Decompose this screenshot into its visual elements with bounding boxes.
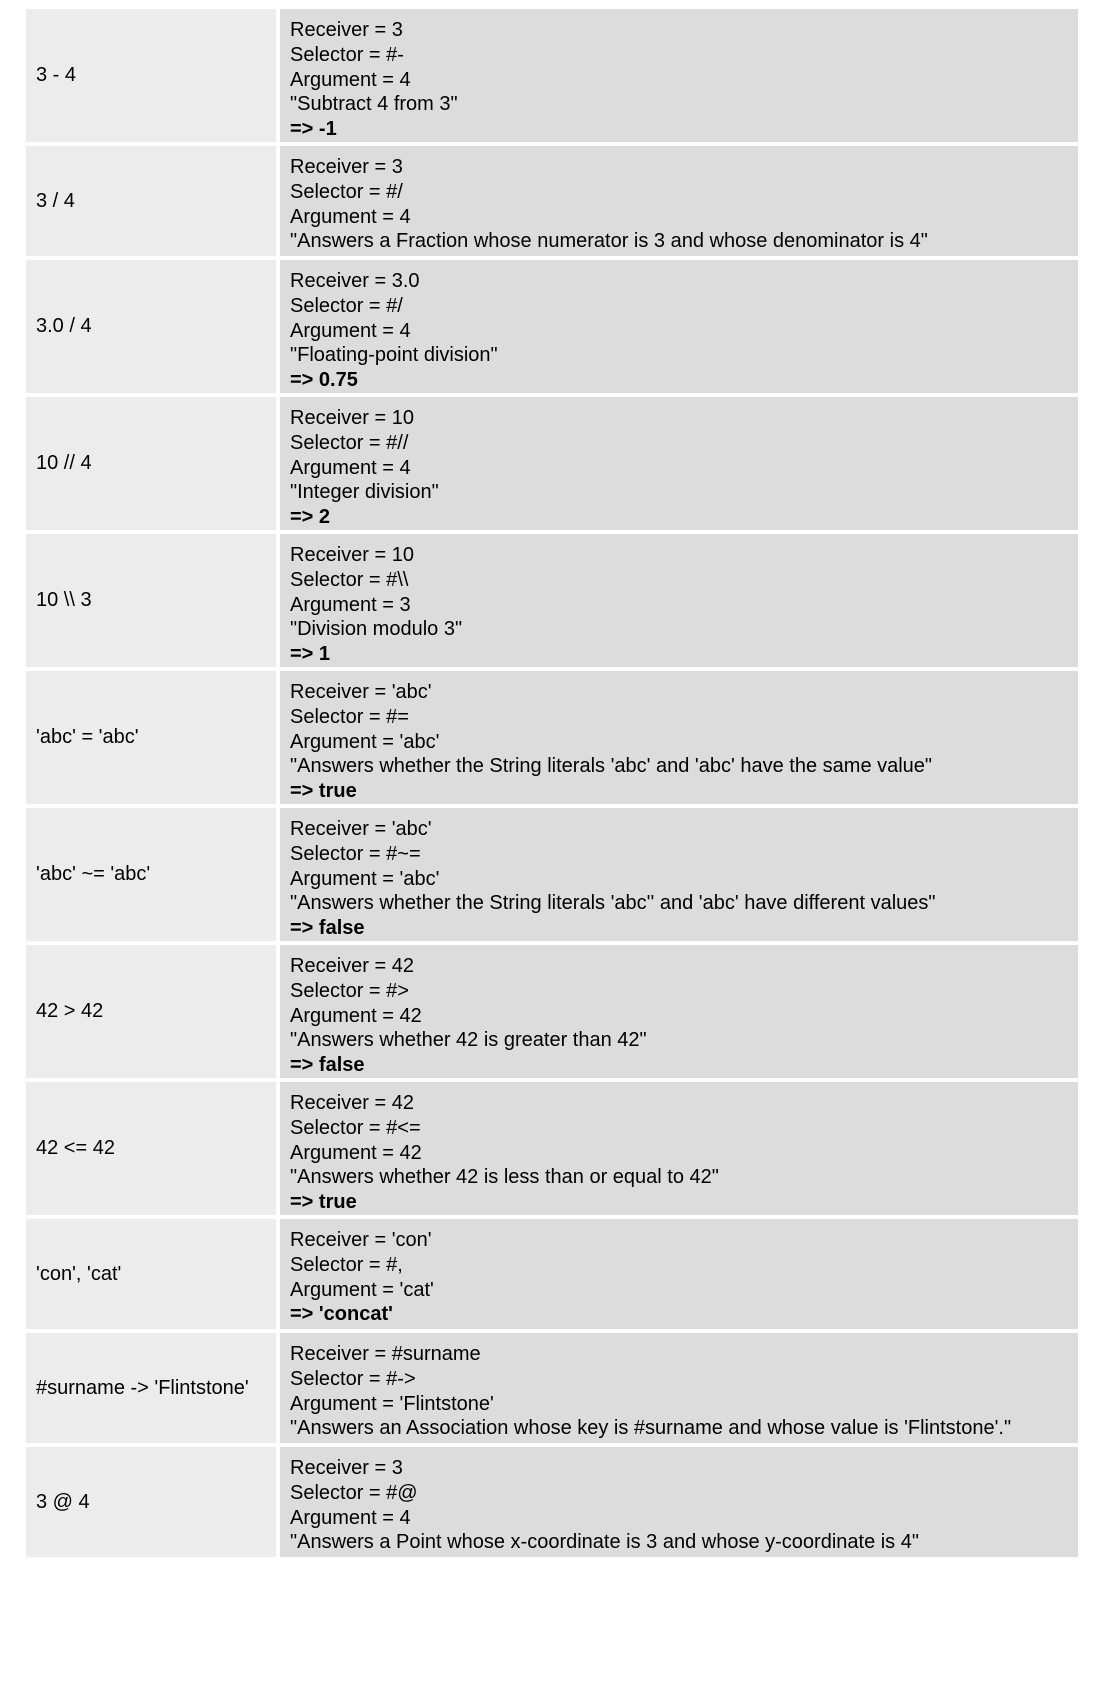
result-line: => -1	[290, 118, 337, 141]
description-cell	[280, 1333, 1078, 1443]
expression-text: 42 <= 42	[36, 1137, 115, 1160]
expression-text: 42 > 42	[36, 1000, 104, 1023]
expression-cell	[26, 397, 276, 530]
selector-line: Selector = #@	[290, 1481, 418, 1504]
expression-cell	[26, 260, 276, 393]
result-line: => 'concat'	[290, 1303, 393, 1326]
expression-cell	[26, 945, 276, 1078]
expression-text: 'abc' ~= 'abc'	[36, 863, 151, 886]
description-cell	[280, 808, 1078, 941]
description-cell	[280, 1219, 1078, 1329]
comment-line: "Answers a Fraction whose numerator is 3 and whose denominator is 4"	[290, 230, 928, 253]
expression-cell	[26, 1219, 276, 1329]
result-line: => true	[290, 780, 357, 803]
expression-text: 10 // 4	[36, 452, 92, 475]
expression-text: 3 / 4	[36, 189, 75, 212]
message-examples-table	[26, 9, 1078, 1557]
comment-line: "Answers whether 42 is less than or equal to 42"	[290, 1166, 719, 1189]
result-line: => false	[290, 1054, 365, 1077]
expression-text: 10 \\ 3	[36, 589, 92, 612]
selector-line: Selector = #/	[290, 180, 403, 203]
selector-line: Selector = #,	[290, 1253, 403, 1276]
expression-cell	[26, 671, 276, 804]
expression-cell	[26, 1082, 276, 1215]
description-cell	[280, 397, 1078, 530]
comment-line: "Integer division"	[290, 481, 439, 504]
argument-line: Argument = 4	[290, 205, 411, 228]
argument-line: Argument = 3	[290, 593, 411, 616]
expression-text: 3 - 4	[36, 64, 77, 87]
argument-line: Argument = 4	[290, 456, 411, 479]
description-cell	[280, 945, 1078, 1078]
argument-line: Argument = 42	[290, 1141, 422, 1164]
result-line: => false	[290, 917, 365, 940]
receiver-line: Receiver = 'con'	[290, 1229, 432, 1251]
selector-line: Selector = #//	[290, 431, 409, 454]
receiver-line: Receiver = #surname	[290, 1343, 481, 1365]
receiver-line: Receiver = 3	[290, 1457, 403, 1479]
comment-line: "Answers an Association whose key is #surname and whose value is 'Flintstone'."	[290, 1417, 1012, 1440]
argument-line: Argument = 'abc'	[290, 867, 440, 890]
comment-line: "Floating-point division"	[290, 344, 498, 367]
argument-line: Argument = 'Flintstone'	[290, 1392, 494, 1415]
description-cell	[280, 146, 1078, 256]
expression-cell	[26, 146, 276, 256]
description-cell	[280, 671, 1078, 804]
argument-line: Argument = 4	[290, 68, 411, 91]
result-line: => 2	[290, 506, 331, 529]
selector-line: Selector = #-	[290, 43, 404, 66]
receiver-line: Receiver = 3.0	[290, 270, 420, 292]
expression-text: 'abc' = 'abc'	[36, 726, 139, 749]
result-line: => 1	[290, 643, 331, 666]
argument-line: Argument = 4	[290, 319, 411, 342]
argument-line: Argument = 42	[290, 1004, 422, 1027]
expression-text: 3.0 / 4	[36, 315, 92, 338]
argument-line: Argument = 'abc'	[290, 730, 440, 753]
selector-line: Selector = #~=	[290, 842, 421, 865]
expression-cell	[26, 1333, 276, 1443]
argument-line: Argument = 4	[290, 1506, 411, 1529]
description-cell	[280, 1082, 1078, 1215]
comment-line: "Answers whether the String literals 'abc'' and 'abc' have different values"	[290, 892, 936, 915]
receiver-line: Receiver = 'abc'	[290, 818, 432, 840]
comment-line: "Subtract 4 from 3"	[290, 93, 458, 116]
description-cell	[280, 1447, 1078, 1557]
comment-line: "Answers whether the String literals 'abc' and 'abc' have the same value"	[290, 755, 933, 778]
expression-text: #surname -> 'Flintstone'	[36, 1376, 249, 1399]
selector-line: Selector = #->	[290, 1367, 416, 1390]
selector-line: Selector = #=	[290, 705, 409, 728]
comment-line: "Division modulo 3"	[290, 618, 463, 641]
expression-text: 'con', 'cat'	[36, 1262, 122, 1285]
expression-text: 3 @ 4	[36, 1490, 90, 1513]
description-cell	[280, 9, 1078, 142]
description-cell	[280, 534, 1078, 667]
receiver-line: Receiver = 3	[290, 156, 403, 178]
expression-cell	[26, 808, 276, 941]
result-line: => true	[290, 1191, 357, 1214]
receiver-line: Receiver = 10	[290, 407, 414, 429]
comment-line: "Answers whether 42 is greater than 42"	[290, 1029, 647, 1052]
expression-cell	[26, 534, 276, 667]
receiver-line: Receiver = 3	[290, 19, 403, 41]
receiver-line: Receiver = 42	[290, 1092, 414, 1114]
comment-line: "Answers a Point whose x-coordinate is 3 and whose y-coordinate is 4"	[290, 1531, 919, 1554]
receiver-line: Receiver = 'abc'	[290, 681, 432, 703]
selector-line: Selector = #>	[290, 979, 409, 1002]
result-line: => 0.75	[290, 369, 358, 392]
argument-line: Argument = 'cat'	[290, 1278, 434, 1301]
expression-cell	[26, 9, 276, 142]
selector-line: Selector = #/	[290, 294, 403, 317]
expression-cell	[26, 1447, 276, 1557]
receiver-line: Receiver = 10	[290, 544, 414, 566]
selector-line: Selector = #\\	[290, 568, 409, 591]
selector-line: Selector = #<=	[290, 1116, 421, 1139]
receiver-line: Receiver = 42	[290, 955, 414, 977]
description-cell	[280, 260, 1078, 393]
